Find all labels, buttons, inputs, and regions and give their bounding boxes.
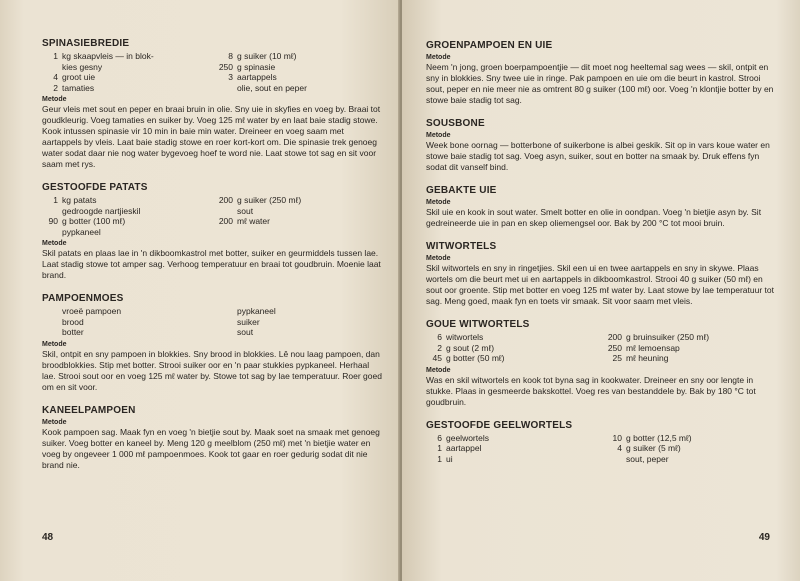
- ingredient-name: kg skaapvleis — in blok-: [62, 51, 154, 61]
- ingredient-name: botter: [62, 327, 84, 337]
- ingredient-quantity: 4: [53, 72, 58, 82]
- method-label: Metode: [426, 255, 451, 262]
- ingredient-quantity: 200: [218, 195, 233, 205]
- ingredient-row: [217, 327, 382, 338]
- ingredient-column: [426, 332, 596, 364]
- ingredient-name: olie, sout en peper: [237, 82, 307, 93]
- ingredient-name: aartappels: [237, 72, 277, 82]
- ingredient-row: [217, 195, 382, 206]
- method-label: Metode: [426, 132, 451, 139]
- ingredient-row: [217, 83, 382, 94]
- ingredient-quantity: [217, 206, 237, 217]
- ingredient-quantity: 2: [437, 342, 442, 353]
- ingredient-name: ui: [446, 453, 453, 464]
- ingredient-row: [426, 353, 596, 364]
- ingredient-name: tamaties: [62, 82, 95, 93]
- recipe-block: [426, 40, 776, 106]
- ingredient-row: [606, 332, 776, 343]
- method-label: Metode: [42, 240, 67, 247]
- ingredient-row: [42, 83, 207, 94]
- ingredient-quantity: [217, 327, 237, 338]
- method-text: Was en skil witwortels en kook tot byna sag in kookwater. Dreineer en sny oor lengte in stukke. Plaas in gesmeerde bakskottel. Voeg res van bestanddele by. Bak by 180 °C tot goudbruin.: [426, 374, 756, 407]
- method-label: Metode: [42, 340, 67, 348]
- recipe-title: GESTOOFDE GEELWORTELS: [426, 419, 573, 431]
- ingredient-row: [42, 306, 207, 317]
- ingredient-row: [42, 327, 207, 338]
- ingredient-quantity: 45: [432, 353, 442, 363]
- ingredient-quantity: 8: [228, 51, 233, 61]
- ingredient-list: [426, 433, 776, 465]
- ingredient-name: groot uie: [62, 72, 96, 82]
- ingredient-row: [42, 51, 207, 62]
- method-text: Skil patats en plaas lae in 'n dikboomkastrol met botter, suiker en geurmiddels tussen lae. Laat stadig stowe tot amper sag. Verhoog temperatuur en braai tot goudbruin. Moenie laat brand.: [42, 248, 381, 280]
- ingredient-row: [426, 343, 596, 354]
- recipe-title: WITWORTELS: [426, 241, 497, 252]
- method-text: Week bone oornag — botterbone of suikerbone is albei geskik. Sit op in vars koue water en stowe baie stadig tot sag. Voeg asyn, suiker, sout en botter na smaak by. Druk effens fyn sodat dit vanself bind.: [426, 140, 770, 172]
- recipe-block: [426, 241, 776, 307]
- method-text: Geur vleis met sout en peper en braai bruin in olie. Sny uie in skyfies en voeg by. Braai tot goudkleurig. Voeg tamaties en suiker by. Voeg 125 mℓ water by en laat baie stadig stowe. Kook intussen spinasie vir 10 min in baie min water. Dreineer en voeg saam met aartappels by vleis. Laat baie stadig stowe en roer kort-kort om. Die spinasie trek genoeg water sodat daar nie nog water bygevoeg hoef te word nie. Laat stowe tot sag en sit voor saam met rys.: [42, 104, 381, 169]
- ingredient-column: [207, 51, 382, 93]
- ingredient-name: g sout (2 mℓ): [446, 342, 495, 353]
- ingredient-name: mℓ lemoensap: [626, 342, 680, 353]
- ingredient-list: [42, 51, 382, 93]
- page-number-left: 48: [42, 532, 54, 543]
- ingredient-name: mℓ heuning: [626, 353, 669, 363]
- recipe-title: PAMPOENMOES: [42, 293, 124, 304]
- ingredient-quantity: 6: [437, 332, 442, 342]
- ingredient-name: pypkaneel: [237, 306, 276, 316]
- recipe-block: [426, 118, 776, 173]
- recipe-block: [426, 319, 776, 408]
- ingredient-name: sout, peper: [626, 453, 669, 464]
- left-page-content: [42, 38, 382, 483]
- ingredient-quantity: [42, 306, 62, 317]
- ingredient-name: kg patats: [62, 195, 97, 205]
- ingredient-quantity: 10: [612, 432, 622, 443]
- ingredient-row: [42, 216, 207, 227]
- ingredient-quantity: 4: [617, 443, 622, 453]
- ingredient-name: g spinasie: [237, 61, 276, 72]
- ingredient-quantity: [217, 317, 237, 328]
- ingredient-name: pypkaneel: [62, 226, 101, 237]
- ingredient-name: brood: [62, 316, 84, 327]
- ingredient-row: [606, 443, 776, 454]
- method-text: Skil witwortels en sny in ringetjies. Skil een ui en twee aartappels en sny in skywe. Plaas wortels om die beurt met ui en aartappels in dikboomkastrol. Strooi 40 g suiker (50 mℓ) en sout oor groente. Stip met botter en voeg 125 mℓ water by. Laat stowe by lae temperatuur tot sag. Meng goed, maak fyn en toets vir smaak. Sit voor saam met vleis.: [426, 263, 774, 306]
- recipe-block: [42, 293, 382, 393]
- ingredient-name: suiker: [237, 316, 260, 327]
- ingredient-quantity: 1: [437, 443, 442, 453]
- ingredient-quantity: [42, 227, 62, 238]
- ingredient-row: [606, 343, 776, 354]
- ingredient-row: [42, 227, 207, 238]
- ingredient-row: [606, 454, 776, 465]
- ingredient-name: g suiker (10 mℓ): [237, 51, 297, 61]
- method-label: Metode: [426, 54, 451, 61]
- page-number-right: 49: [758, 532, 770, 543]
- ingredient-row: [426, 454, 596, 465]
- method-label: Metode: [426, 366, 451, 374]
- ingredient-column: [596, 332, 776, 364]
- ingredient-row: [426, 332, 596, 343]
- recipe-block: [426, 185, 776, 229]
- recipe-block: [426, 420, 776, 465]
- ingredient-quantity: 200: [607, 332, 622, 342]
- ingredient-name: g botter (50 mℓ): [446, 353, 505, 363]
- ingredient-column: [42, 195, 207, 237]
- ingredient-row: [217, 51, 382, 62]
- ingredient-row: [426, 433, 596, 444]
- method-text: Kook pampoen sag. Maak fyn en voeg 'n bietjie sout by. Maak soet na smaak met genoeg suiker. Voeg botter en kaneel by. Meng 120 g meelblom (250 mℓ) met 'n bietjie water en voeg by ongeveer 1 000 mℓ pampoenmoes. Kook tot gaar en roer gedurig sodat dit nie brand nie.: [42, 426, 380, 470]
- recipe-title: GOUE WITWORTELS: [426, 319, 530, 330]
- ingredient-quantity: 250: [607, 342, 622, 353]
- recipe-title: GEBAKTE UIE: [426, 185, 497, 196]
- ingredient-name: geelwortels: [446, 432, 489, 443]
- recipe-block: [42, 38, 382, 170]
- ingredient-name: kies gesny: [62, 61, 103, 72]
- method-label: Metode: [42, 418, 67, 426]
- ingredient-quantity: 90: [48, 216, 58, 226]
- ingredient-row: [217, 306, 382, 317]
- ingredient-name: aartappel: [446, 443, 482, 453]
- right-page: [402, 0, 800, 581]
- ingredient-name: g bruinsuiker (250 mℓ): [626, 332, 710, 342]
- ingredient-column: [207, 306, 382, 338]
- ingredient-row: [606, 353, 776, 364]
- ingredient-row: [606, 433, 776, 444]
- ingredient-quantity: [217, 83, 237, 94]
- ingredient-name: mℓ water: [237, 216, 270, 226]
- recipe-block: [42, 405, 382, 471]
- right-page-content: [426, 40, 776, 476]
- ingredient-row: [217, 317, 382, 328]
- ingredient-row: [217, 62, 382, 73]
- ingredient-name: witwortels: [446, 332, 484, 342]
- ingredient-quantity: 2: [53, 82, 58, 93]
- ingredient-row: [217, 206, 382, 217]
- ingredient-name: g suiker (250 mℓ): [237, 195, 302, 205]
- recipe-block: [42, 182, 382, 281]
- ingredient-list: [426, 332, 776, 364]
- recipe-title: GROENPAMPOEN EN UIE: [426, 40, 553, 51]
- ingredient-quantity: 1: [437, 453, 442, 464]
- ingredient-name: sout: [237, 327, 254, 337]
- ingredient-row: [426, 443, 596, 454]
- ingredient-row: [42, 72, 207, 83]
- method-text: Skil uie en kook in sout water. Smelt botter en olie in oondpan. Voeg 'n bietjie asyn by. Sit gedreineerde uie in pan en skep oliemengsel oor. Bak by 200 °C tot mooi bruin.: [426, 207, 762, 228]
- ingredient-row: [217, 216, 382, 227]
- ingredient-quantity: 25: [612, 353, 622, 363]
- recipe-title: KANEELPAMPOEN: [42, 404, 136, 416]
- recipe-title: SPINASIEBREDIE: [42, 38, 130, 49]
- ingredient-name: vroeë pampoen: [62, 306, 122, 316]
- recipe-title: SOUSBONE: [426, 118, 485, 129]
- ingredient-column: [426, 433, 596, 465]
- ingredient-quantity: [42, 206, 62, 217]
- ingredient-row: [42, 62, 207, 73]
- ingredient-quantity: 200: [218, 216, 233, 226]
- ingredient-quantity: [606, 454, 626, 465]
- ingredient-quantity: 250: [218, 61, 233, 72]
- ingredient-row: [42, 206, 207, 217]
- ingredient-name: g botter (100 mℓ): [62, 216, 126, 226]
- ingredient-column: [42, 51, 207, 93]
- method-text: Skil, ontpit en sny pampoen in blokkies. Sny brood in blokkies. Lê nou laag pampoen, dan broodblokkies. Stip met botter. Strooi suiker oor en 'n paar stukkies pypkaneel. Herhaal lae. Strooi sout oor en voeg 125 mℓ water by. Stowe tot sag by lae temperatuur. Roer goed om en sit voor.: [42, 348, 382, 392]
- ingredient-row: [42, 195, 207, 206]
- ingredient-list: [42, 306, 382, 338]
- ingredient-quantity: [42, 317, 62, 328]
- ingredient-quantity: 1: [53, 51, 58, 61]
- ingredient-row: [42, 317, 207, 328]
- ingredient-name: gedroogde nartjieskil: [62, 205, 141, 216]
- ingredient-quantity: [217, 306, 237, 317]
- ingredient-name: g botter (12,5 mℓ): [626, 432, 692, 443]
- ingredient-quantity: [42, 327, 62, 338]
- ingredient-quantity: 1: [53, 195, 58, 205]
- method-label: Metode: [426, 199, 451, 206]
- method-text: Neem 'n jong, groen boerpampoentjie — dit moet nog heeltemal sag wees — skil, ontpit en sny in blokkies. Sny twee uie in ringe. Pak pampoen en uie om die beurt in kastrol. Strooi sout, peper en nie meer nie as omtrent 80 g suiker (100 mℓ) oor. Voeg 'n klontjie botter by en stowe baie stadig tot sag.: [426, 62, 774, 105]
- ingredient-column: [207, 195, 382, 237]
- recipe-title: GESTOOFDE PATATS: [42, 182, 148, 193]
- ingredient-quantity: 3: [228, 72, 233, 82]
- ingredient-column: [596, 433, 776, 465]
- ingredient-name: sout: [237, 205, 254, 216]
- ingredient-row: [217, 72, 382, 83]
- ingredient-name: g suiker (5 mℓ): [626, 443, 681, 453]
- ingredient-quantity: 6: [437, 432, 442, 443]
- ingredient-quantity: [42, 62, 62, 73]
- ingredient-list: [42, 195, 382, 237]
- ingredient-column: [42, 306, 207, 338]
- method-label: Metode: [42, 96, 67, 103]
